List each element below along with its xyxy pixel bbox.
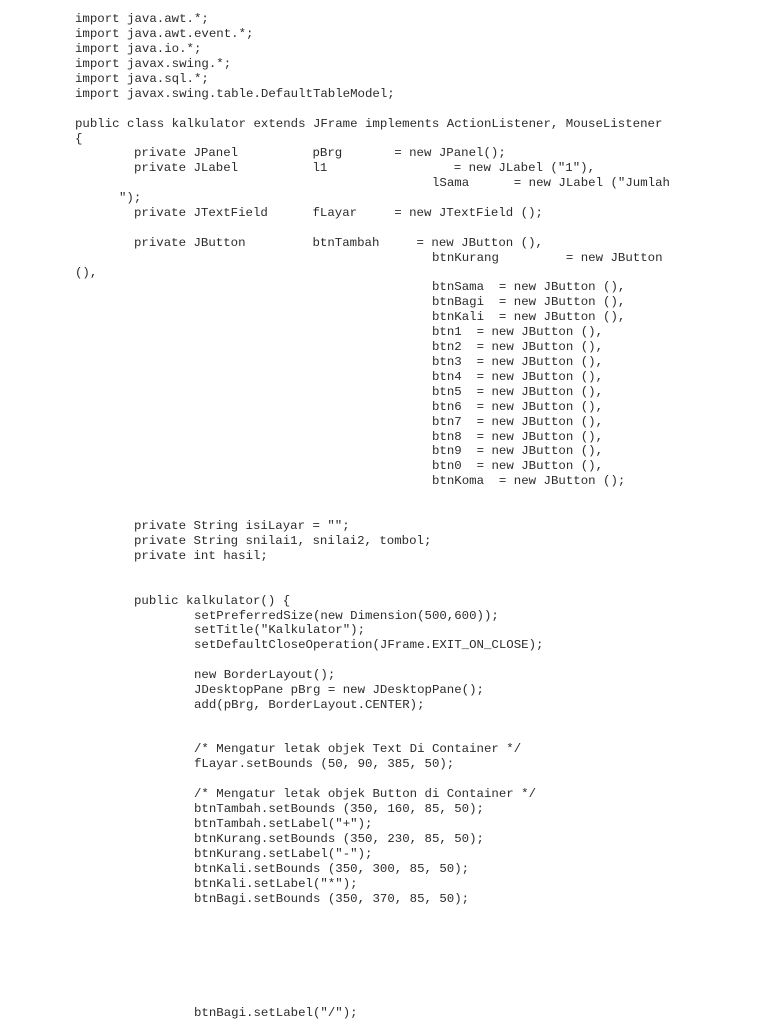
code-line: btnKoma = new JButton (); [432, 474, 626, 488]
code-line: private JTextField fLayar = new JTextField (); [134, 206, 543, 220]
code-line: btnBagi = new JButton (), [432, 295, 626, 309]
code-line: btnKali.setLabel("*"); [194, 877, 358, 891]
code-line: btn7 = new JButton (), [432, 415, 604, 429]
code-line: import java.awt.*; [75, 12, 209, 26]
code-line: btn3 = new JButton (), [432, 355, 604, 369]
code-line: btn5 = new JButton (), [432, 385, 604, 399]
code-line: btn6 = new JButton (), [432, 400, 604, 414]
code-line: btn8 = new JButton (), [432, 430, 604, 444]
code-line: btnKali.setBounds (350, 300, 85, 50); [194, 862, 470, 876]
code-line: btnKali = new JButton (), [432, 310, 626, 324]
code-line: import javax.swing.table.DefaultTableModel; [75, 87, 395, 101]
code-line: btn2 = new JButton (), [432, 340, 604, 354]
code-line: btnSama = new JButton (), [432, 280, 626, 294]
code-line: { [75, 132, 83, 146]
code-line: new BorderLayout(); [194, 668, 336, 682]
code-line: public class kalkulator extends JFrame implements ActionListener, MouseListener [75, 117, 663, 131]
code-comment: /* Mengatur letak objek Button di Container */ [194, 787, 537, 801]
code-line: import java.io.*; [75, 42, 202, 56]
code-line: import java.sql.*; [75, 72, 209, 86]
code-line: fLayar.setBounds (50, 90, 385, 50); [194, 757, 455, 771]
code-line: public kalkulator() { [134, 594, 291, 608]
code-line: btnKurang = new JButton [432, 251, 663, 265]
code-comment: /* Mengatur letak objek Text Di Container */ [194, 742, 522, 756]
code-line: private String isiLayar = ""; [134, 519, 350, 533]
code-line: btn1 = new JButton (), [432, 325, 604, 339]
code-line: "); [119, 191, 142, 205]
code-line: btnBagi.setBounds (350, 370, 85, 50); [194, 892, 470, 906]
code-line: private String snilai1, snilai2, tombol; [134, 534, 432, 548]
code-line: btnTambah.setBounds (350, 160, 85, 50); [194, 802, 484, 816]
code-line: private JLabel l1 = new JLabel ("1"), [134, 161, 596, 175]
code-line: JDesktopPane pBrg = new JDesktopPane(); [194, 683, 484, 697]
code-line: import java.awt.event.*; [75, 27, 254, 41]
code-line: import javax.swing.*; [75, 57, 232, 71]
code-line: setPreferredSize(new Dimension(500,600)); [194, 609, 499, 623]
code-line: btnTambah.setLabel("+"); [194, 817, 373, 831]
code-line: setDefaultCloseOperation(JFrame.EXIT_ON_CLOSE); [194, 638, 544, 652]
code-line: btn0 = new JButton (), [432, 459, 604, 473]
code-line: btn9 = new JButton (), [432, 444, 604, 458]
code-line: setTitle("Kalkulator"); [194, 623, 366, 637]
code-line: btnBagi.setLabel("/"); [194, 1006, 358, 1020]
code-line: btn4 = new JButton (), [432, 370, 604, 384]
code-line: private int hasil; [134, 549, 268, 563]
code-line: private JPanel pBrg = new JPanel(); [134, 146, 506, 160]
code-line: btnKurang.setLabel("-"); [194, 847, 373, 861]
code-line: lSama = new JLabel ("Jumlah [432, 176, 670, 190]
code-line: (), [75, 266, 98, 280]
code-line: private JButton btnTambah = new JButton (), [134, 236, 543, 250]
code-line: btnKurang.setBounds (350, 230, 85, 50); [194, 832, 484, 846]
code-line: add(pBrg, BorderLayout.CENTER); [194, 698, 425, 712]
